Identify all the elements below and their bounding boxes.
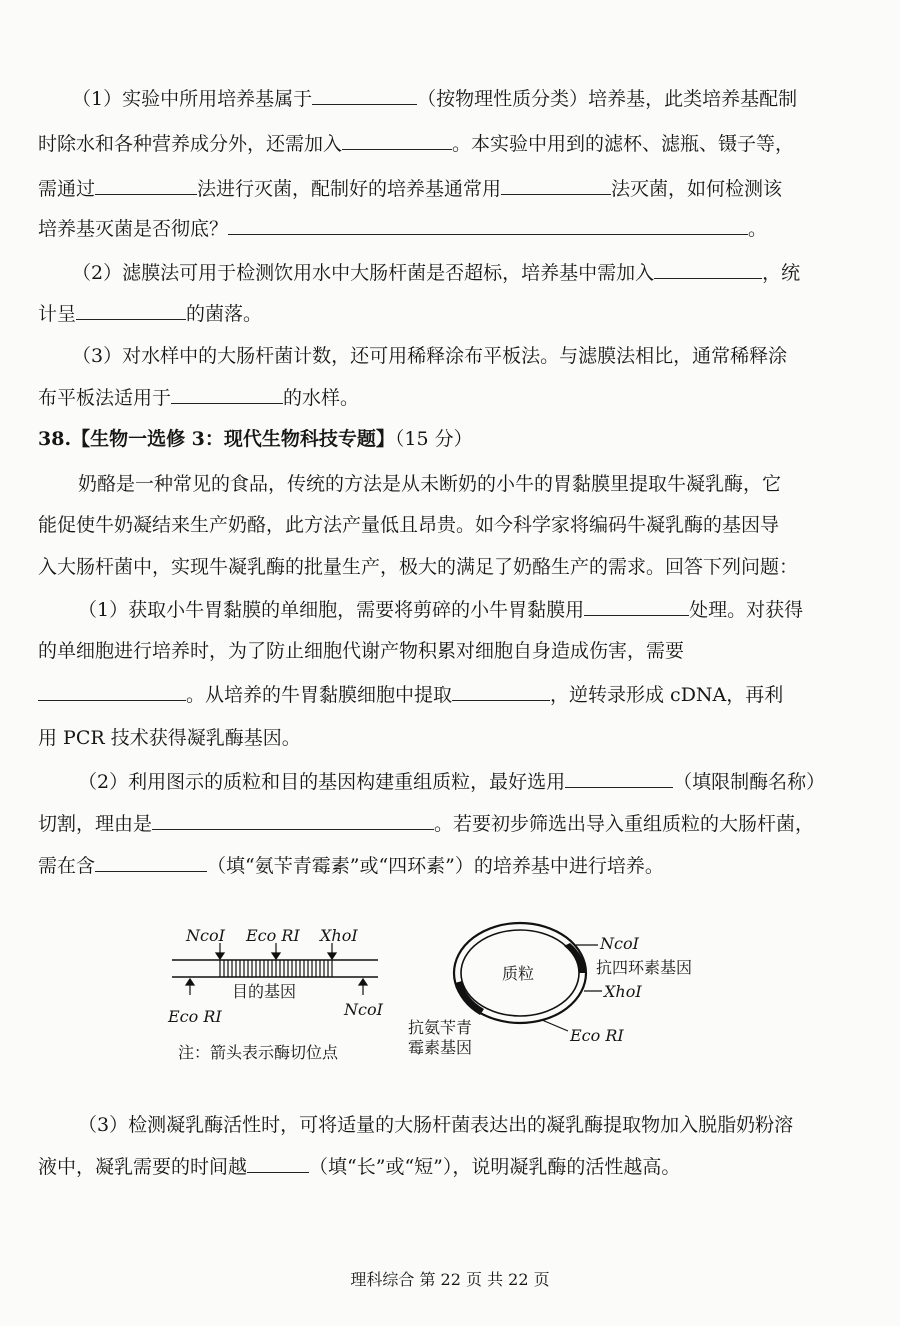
q38-part1-line2: 的单细胞进行培养时，为了防止细胞代谢产物积累对细胞自身造成伤害，需要 — [38, 640, 685, 662]
answer-blank[interactable] — [565, 769, 673, 788]
q38-part3-line2: 液中，凝乳需要的时间越 （填“长”或“短”），说明凝乳酶的活性越高。 — [38, 1156, 681, 1178]
diagram-note: 注：箭头表示酶切位点 — [178, 1043, 339, 1062]
target-gene-dna — [167, 926, 384, 1062]
question-score: （15 分） — [394, 428, 473, 450]
q38-part3-line1: （3）检测凝乳酶活性时，可将适量的大肠杆菌表达出的凝乳酶提取物加入脱脂奶粉溶 — [78, 1114, 794, 1136]
question-number: 38. — [38, 428, 72, 450]
target-gene-segment — [220, 960, 332, 977]
answer-blank[interactable] — [171, 385, 283, 404]
ecori-top-label: Eco RⅠ — [246, 926, 300, 945]
answer-blank[interactable] — [38, 682, 186, 701]
answer-blank[interactable] — [654, 260, 762, 279]
answer-blank[interactable] — [501, 176, 611, 195]
answer-blank[interactable] — [342, 131, 452, 150]
amp-gene-label-line1: 抗氨苄青 — [408, 1018, 473, 1037]
q38-intro-line3: 入大肠杆菌中，实现牛凝乳酶的批量生产，极大的满足了奶酪生产的需求。回答下列问题： — [38, 556, 799, 578]
answer-blank[interactable] — [228, 216, 748, 235]
amp-gene-label-line2: 霉素基因 — [408, 1038, 473, 1057]
answer-blank[interactable] — [95, 176, 197, 195]
q37-part2-line1: （2）滤膜法可用于检测饮用水中大肠杆菌是否超标，培养基中需加入 ，统 — [72, 262, 801, 284]
page-footer: 理科综合 第 22 页 共 22 页 — [350, 1270, 550, 1289]
tet-gene-label: 抗四环素基因 — [596, 958, 693, 977]
xho1-top-label: XhoⅠ — [320, 926, 358, 945]
restriction-map-diagram — [150, 915, 693, 1070]
amp-resistance-segment — [455, 981, 484, 1015]
q38-intro-line1: 奶酪是一种常见的食品，传统的方法是从未断奶的小牛的胃黏膜里提取牛凝乳酶，它 — [78, 473, 782, 495]
q38-heading — [38, 427, 838, 451]
plasmid-xho1-label: XhoⅠ — [604, 982, 642, 1001]
nco1-bottom-label: NcoⅠ — [344, 1000, 383, 1019]
answer-blank[interactable] — [312, 86, 417, 105]
answer-blank[interactable] — [452, 682, 550, 701]
q37-part3-line1: （3）对水样中的大肠杆菌计数，还可用稀释涂布平板法。与滤膜法相比，通常稀释涂 — [72, 345, 788, 367]
q37-part1-line4: 培养基灭菌是否彻底？ 。 — [38, 218, 768, 240]
q37-part1-line2: 时除水和各种营养成分外，还需加入 。本实验中用到的滤杯、滤瓶、镊子等， — [38, 133, 795, 155]
plasmid-label: 质粒 — [502, 964, 535, 983]
answer-blank[interactable] — [95, 853, 207, 872]
nco1-top-label: NcoⅠ — [186, 926, 225, 945]
ecori-bottom-label: Eco RⅠ — [168, 1007, 222, 1026]
plasmid — [408, 923, 692, 1057]
q37-part3-line2: 布平板法适用于 的水样。 — [38, 387, 360, 409]
q38-part1-line1: （1）获取小牛胃黏膜的单细胞，需要将剪碎的小牛胃黏膜用 处理。对获得 — [78, 599, 804, 621]
q37-part2-line2: 计呈 的菌落。 — [38, 303, 263, 325]
q38-part2-line3: 需在含 （填“氨苄青霉素”或“四环素”）的培养基中进行培养。 — [38, 855, 664, 877]
q38-part2-line2: 切割，理由是 。若要初步筛选出导入重组质粒的大肠杆菌， — [38, 813, 815, 835]
answer-blank[interactable] — [584, 597, 689, 616]
answer-blank[interactable] — [247, 1154, 309, 1173]
q38-part1-line3: 。从培养的牛胃黏膜细胞中提取 ，逆转录形成 cDNA，再利 — [38, 682, 838, 707]
answer-blank[interactable] — [152, 811, 434, 830]
plasmid-nco1-label: NcoⅠ — [600, 934, 639, 953]
question-title: 【生物一选修 3：现代生物科技专题】 — [71, 428, 395, 450]
q37-part1-line1: （1）实验中所用培养基属于 （按物理性质分类）培养基，此类培养基配制 — [72, 88, 798, 110]
answer-blank[interactable] — [76, 301, 186, 320]
plasmid-ecori-label: Eco RⅠ — [570, 1026, 624, 1045]
target-gene-label: 目的基因 — [232, 982, 297, 1001]
q37-part1-line3: 需通过 法进行灭菌，配制好的培养基通常用 法灭菌，如何检测该 — [38, 178, 783, 200]
q38-part2-line1: （2）利用图示的质粒和目的基因构建重组质粒，最好选用 （填限制酶名称） — [78, 771, 826, 793]
q38-intro-line2: 能促使牛奶凝结来生产奶酪，此方法产量低且昂贵。如今科学家将编码牛凝乳酶的基因导 — [38, 514, 780, 536]
q38-part1-line4: 用 PCR 技术获得凝乳酶基因。 — [38, 727, 301, 749]
